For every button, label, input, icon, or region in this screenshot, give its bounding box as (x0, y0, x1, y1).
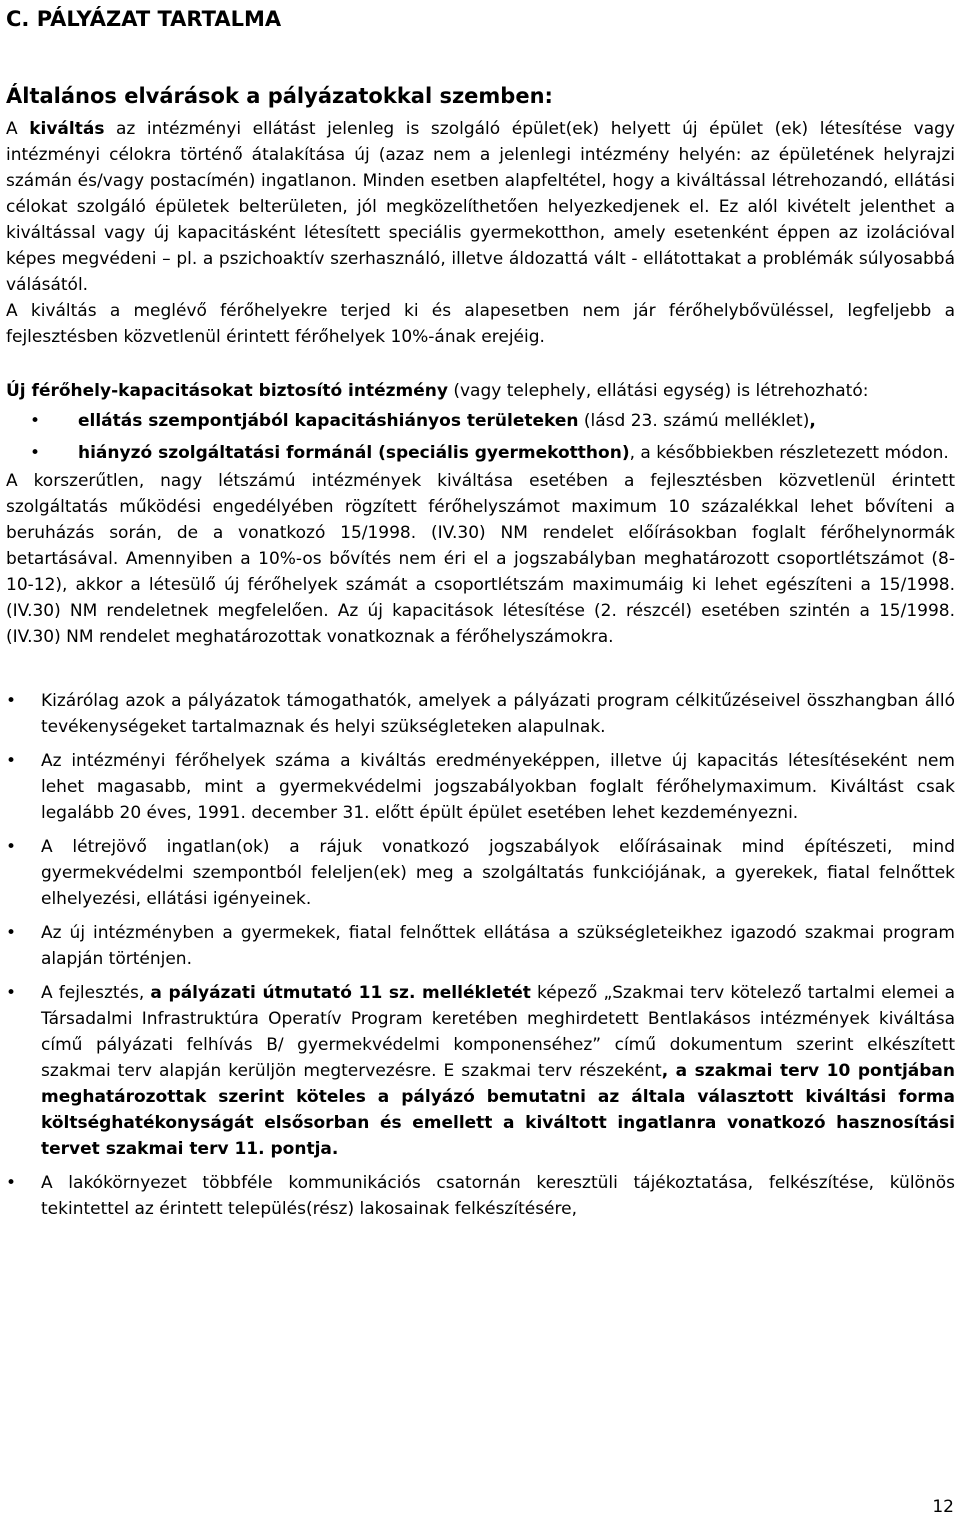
bullet-icon: • (6, 983, 17, 1003)
paragraph-new-capacity (6, 378, 955, 404)
paragraph-text: az intézményi ellátást jelenleg is szolgáló épület(ek) helyett új épület (ek) létesítése vagy intézményi célokra történő átalakítása új (azaz nem a jelenlegi intézmény helyén: az épületének helyrajzi számán és/vagy postacímén) ingatlanon. Minden esetben alapfeltétel, hogy a kiváltással létrehozandó, ellátási célokat szolgáló épületek belterületen, jól megközelíthetően helyezkedjenek el. Ez alól kivételt jelenthet a kiváltással vagy új kapacitásként létesített speciális gyermekotthon, amely esetenként éppen az izolációval képes megvédeni – pl. a pszichoaktív szerhasználó, illetve áldozattá vált - ellátottakat a problémák súlyosabbá válásától. (6, 119, 955, 295)
list-item (6, 980, 955, 1162)
bullet-icon: • (6, 751, 17, 771)
bullet-icon: • (30, 411, 41, 431)
bold-term: a pályázati útmutató 11 sz. mellékletét (150, 983, 531, 1003)
list-item-text: (lásd 23. számú melléklet) (578, 411, 810, 431)
list-item-text: A lakókörnyezet többféle kommunikációs csatornán keresztüli tájékoztatása, felkészítése, különös tekintettel az érintett település(rész) lakosainak felkészítésére, (41, 1173, 955, 1219)
list-item (6, 688, 955, 740)
list-item-text: Az új intézményben a gyermekek, fiatal felnőttek ellátása a szükségleteikhez igazodó szakmai program alapján történjen. (41, 923, 955, 969)
bullet-icon: • (6, 1173, 17, 1193)
bullet-icon: • (6, 691, 17, 711)
paragraph-text: A (6, 119, 30, 139)
list-item-text: A fejlesztés, (41, 983, 151, 1003)
list-item-text: képező „Szakmai terv kötelező tartalmi elemei a Társadalmi Infrastruktúra Operatív Program keretében meghirdetett Bentlakásos intézmények kiváltása című pályázati felhívás B/ gyermekvédelmi komponenséhez” című dokumentum szerint elkészített szakmai terv alapján kerüljön megtervezésre. E szakmai terv részeként (41, 983, 956, 1081)
list-item-text: Kizárólag azok a pályázatok támogathatók, amelyek a pályázati program célkitűzéseivel összhangban álló tevékenységeket tartalmaznak és helyi szükségleteken alapulnak. (41, 691, 955, 737)
list-item (6, 1170, 955, 1222)
list-item-tail: , (809, 411, 816, 431)
list-item (6, 440, 955, 466)
new-capacity-list (6, 408, 955, 466)
section-title: C. PÁLYÁZAT TARTALMA (6, 7, 282, 31)
list-item (6, 920, 955, 972)
bullet-icon: • (30, 443, 41, 463)
bold-term: hiányzó szolgáltatási formánál (speciális gyermekotthon) (78, 443, 630, 463)
requirements-list (6, 688, 955, 1222)
bold-term: ellátás szempontjából kapacitáshiányos területeken (78, 411, 579, 431)
paragraph-expansion-rules: A korszerűtlen, nagy létszámú intézmények kiváltása esetében a fejlesztésben közvetlenül érintett szolgáltatás működési engedélyében rögzített férőhelyszámot maximum 10 százalékkal lehet bővíteni a beruházás során, de a vonatkozó 15/1998. (IV.30) NM rendelet előírásokban foglalt férőhelynormák betartásával. Amennyiben a 10%-os bővítés nem éri el a jogszabályban meghatározott csoportlétszámot (8-10-12), akkor a létesülő új férőhelyek számát a csoportlétszám maximumáig ki lehet egészíteni a 15/1998. (IV.30) NM rendeletnek megfelelően. Az új kapacitások létesítése (2. részcél) esetében szintén a 15/1998. (IV.30) NM rendelet meghatározottak vonatkoznak a férőhelyszámokra. (6, 471, 955, 647)
subsection-title: Általános elvárások a pályázatokkal szemben: (6, 84, 553, 108)
bold-term: , a szakmai terv 10 pontjában meghatározottak szerint köteles a pályázó bemutatni az általa választott kiváltási forma költséghatékonyságát elsősorban és emellett a kiváltott ingatlanra vonatkozó hasznosítási tervet szakmai terv 11. pontja. (41, 1061, 955, 1159)
bullet-icon: • (6, 837, 17, 857)
list-item-text: , a későbbiekben részletezett módon. (629, 443, 949, 463)
list-item (6, 834, 955, 912)
bullet-icon: • (6, 923, 17, 943)
list-item (6, 408, 955, 434)
paragraph-capacity-limit: A kiváltás a meglévő férőhelyekre terjed ki és alapesetben nem jár férőhelybővüléssel, legfeljebb a fejlesztésben közvetlenül érintett férőhelyek 10%-ának erejéig. (6, 301, 955, 347)
page-number: 12 (932, 1497, 954, 1517)
bold-term: Új férőhely-kapacitásokat biztosító intézmény (6, 381, 448, 401)
paragraph-text: (vagy telephely, ellátási egység) is létrehozható: (447, 381, 869, 401)
list-item-text: A létrejövő ingatlan(ok) a rájuk vonatkozó jogszabályok előírásainak mind építészeti, mind gyermekvédelmi szempontból feleljen(ek) meg a szolgáltatás funkciójának, a gyerekek, fiatal felnőttek elhelyezési, ellátási igényeinek. (41, 837, 955, 909)
list-item (6, 748, 955, 826)
document-body (6, 116, 955, 1230)
paragraph-kivaltas-definition (6, 116, 955, 298)
list-item-text: Az intézményi férőhelyek száma a kiváltás eredményeképpen, illetve új kapacitás létesítéseként nem lehet magasabb, mint a gyermekvédelmi jogszabályokban foglalt férőhelymaximum. Kiváltást csak legalább 20 éves, 1991. december 31. előtt épült épület esetében lehet kezdeményezni. (41, 751, 955, 823)
bold-term: kiváltás (29, 119, 105, 139)
